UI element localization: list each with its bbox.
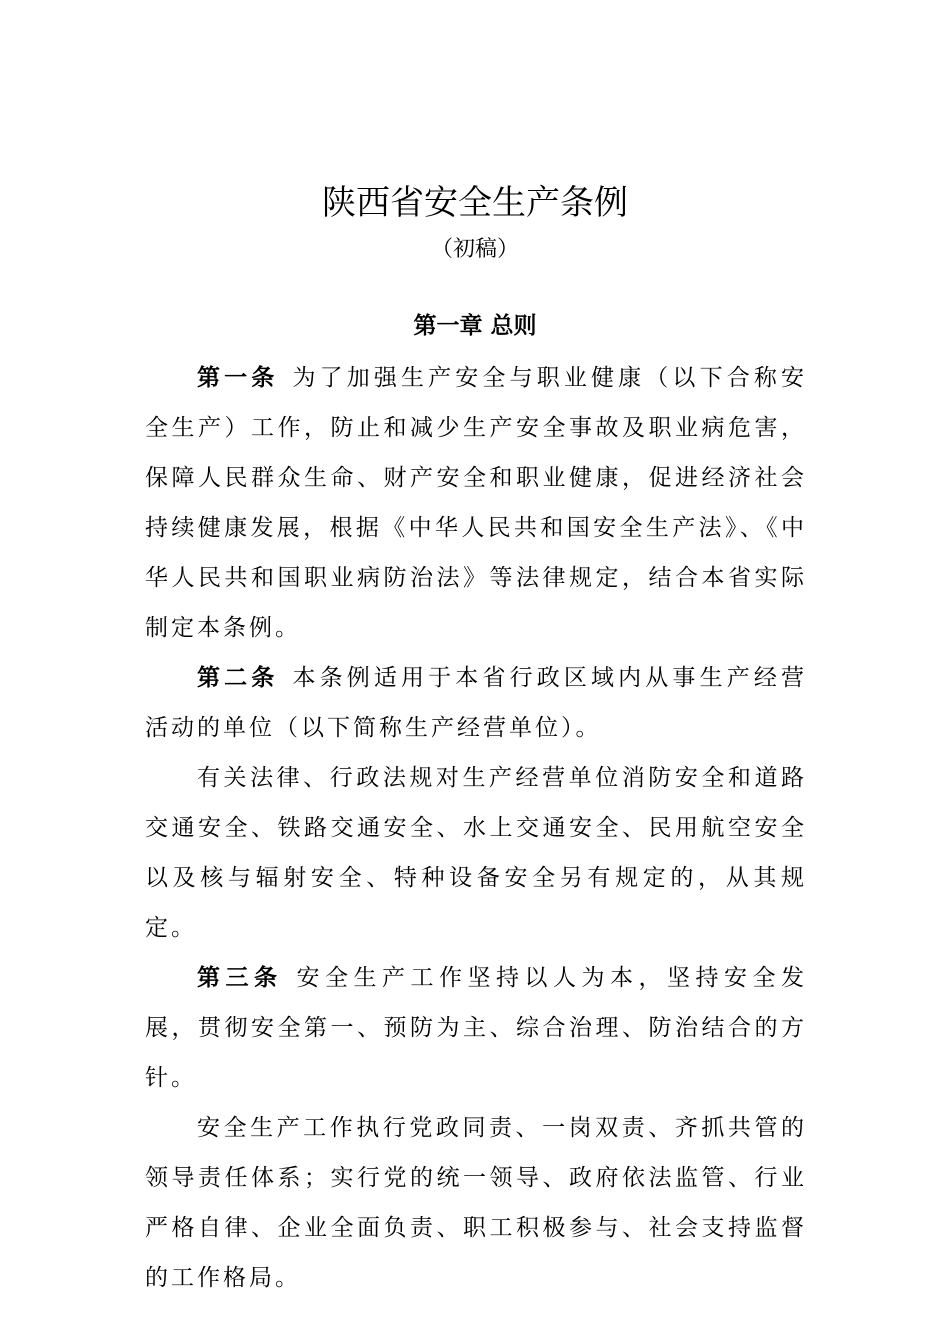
paragraph-text: 为了加强生产安全与职业健康（以下合称安全生产）工作，防止和减少生产安全事故及职业病危害，保障人民群众生命、财产安全和职业健康，促进经济社会持续健康发展，根据《中华人民共和国安全生产法》、《中华人民共和国职业病防治法》等法律规定，结合本省实际制定本条例。	[145, 365, 808, 641]
paragraph-text: 有关法律、行政法规对生产经营单位消防安全和道路交通安全、铁路交通安全、水上交通安全、民用航空安全以及核与辐射安全、特种设备安全另有规定的，从其规定。	[145, 765, 807, 941]
article-label: 第三条	[197, 964, 283, 991]
document-title: 陕西省安全生产条例	[322, 183, 628, 223]
paragraph-article-1	[145, 353, 807, 653]
paragraph-article-3-clause-2	[145, 1103, 807, 1303]
chapter-heading: 第一章 总则	[413, 312, 537, 339]
article-label: 第二条	[197, 664, 279, 691]
paragraph-article-2-clause-2	[145, 753, 807, 953]
paragraph-article-2	[145, 653, 807, 753]
article-label: 第一条	[197, 364, 279, 391]
paragraph-article-3	[145, 953, 807, 1103]
paragraph-text: 本条例适用于本省行政区域内从事生产经营活动的单位（以下简称生产经营单位）。	[145, 665, 808, 741]
paragraph-text: 安全生产工作坚持以人为本，坚持安全发展，贯彻安全第一、预防为主、综合治理、防治结合的方针。	[145, 965, 807, 1091]
document-body	[145, 353, 807, 1303]
paragraph-text: 安全生产工作执行党政同责、一岗双责、齐抓共管的领导责任体系；实行党的统一领导、政府依法监管、行业严格自律、企业全面负责、职工积极参与、社会支持监督的工作格局。	[145, 1115, 807, 1291]
document-subtitle: （初稿）	[430, 237, 519, 262]
